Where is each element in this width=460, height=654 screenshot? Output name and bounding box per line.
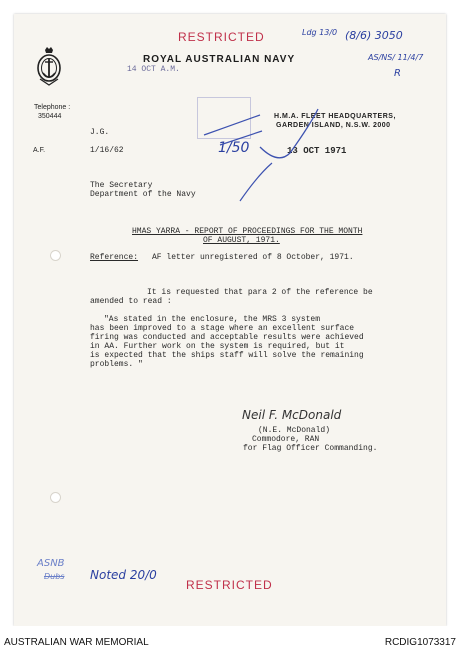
reference-text: AF letter unregistered of 8 October, 1971. bbox=[152, 253, 354, 262]
handwritten-bottom-code: Dubs bbox=[44, 572, 65, 581]
footer-source: AUSTRALIAN WAR MEMORIAL bbox=[4, 637, 149, 648]
footer-record-id: RCDIG1073317 bbox=[384, 637, 456, 648]
restricted-stamp-top: RESTRICTED bbox=[178, 30, 265, 44]
signatory-name: (N.E. McDonald) bbox=[258, 426, 331, 435]
punch-hole bbox=[50, 250, 61, 261]
telephone-label: Telephone : bbox=[34, 104, 71, 111]
handwritten-section: AS/NS/ 11/4/7 bbox=[368, 53, 424, 62]
signatory-rank: Commodore, RAN bbox=[252, 435, 320, 444]
file-reference: 1/16/62 bbox=[90, 146, 124, 155]
letter-date-stamp: 13 OCT 1971 bbox=[287, 146, 347, 156]
quote-line-2: has been improved to a stage where an excellent surface bbox=[90, 324, 355, 333]
addressee-line-1: The Secretary bbox=[90, 181, 153, 190]
navy-crest-icon bbox=[34, 46, 64, 88]
handwritten-letter-r: R bbox=[394, 68, 401, 79]
subject-line-2: OF AUGUST, 1971. bbox=[203, 236, 280, 245]
initials-ref: J.G. bbox=[90, 128, 110, 137]
handwritten-fifty: 1/50 bbox=[218, 140, 250, 156]
restricted-stamp-bottom: RESTRICTED bbox=[186, 578, 273, 592]
reference-label: Reference: bbox=[90, 253, 139, 262]
paragraph-line-2: amended to read : bbox=[90, 297, 172, 306]
telephone-number: 350444 bbox=[38, 113, 62, 120]
pen-strokes bbox=[200, 105, 340, 205]
quote-line-3: firing was conducted and acceptable results were achieved bbox=[90, 333, 364, 342]
page-title: ROYAL AUSTRALIAN NAVY bbox=[143, 54, 296, 65]
signatory-role: for Flag Officer Commanding. bbox=[243, 444, 378, 453]
handwritten-top-note: Ldg 13/0 bbox=[302, 28, 338, 37]
handwritten-file-number: (8/6) 3050 bbox=[345, 29, 403, 42]
handwritten-signature: Neil F. McDonald bbox=[242, 408, 342, 422]
punch-hole bbox=[50, 492, 61, 503]
footer-bar bbox=[0, 626, 460, 654]
addressee-line-2: Department of the Navy bbox=[90, 190, 196, 199]
subject-line-1: HMAS YARRA - REPORT OF PROCEEDINGS FOR THE MONTH bbox=[132, 227, 363, 236]
handwritten-asnb: ASNB bbox=[37, 558, 65, 569]
handwritten-noted: Noted 20/0 bbox=[90, 568, 157, 582]
address-line-1: H.M.A. FLEET HEADQUARTERS, bbox=[274, 113, 396, 120]
quote-line-4: in AA. Further work on the system is required, but it bbox=[90, 342, 345, 351]
quote-line-5: is expected that the ships staff will solve the remaining bbox=[90, 351, 364, 360]
quote-line-1: "As stated in the enclosure, the MRS 3 system bbox=[104, 315, 321, 324]
quote-line-6: problems. " bbox=[90, 360, 143, 369]
paragraph-line-1: It is requested that para 2 of the reference be bbox=[147, 288, 373, 297]
received-date-stamp: 14 OCT A.M. bbox=[127, 65, 180, 74]
address-line-2: GARDEN ISLAND, N.S.W. 2000 bbox=[276, 122, 391, 129]
af-label: A.F. bbox=[33, 147, 46, 154]
